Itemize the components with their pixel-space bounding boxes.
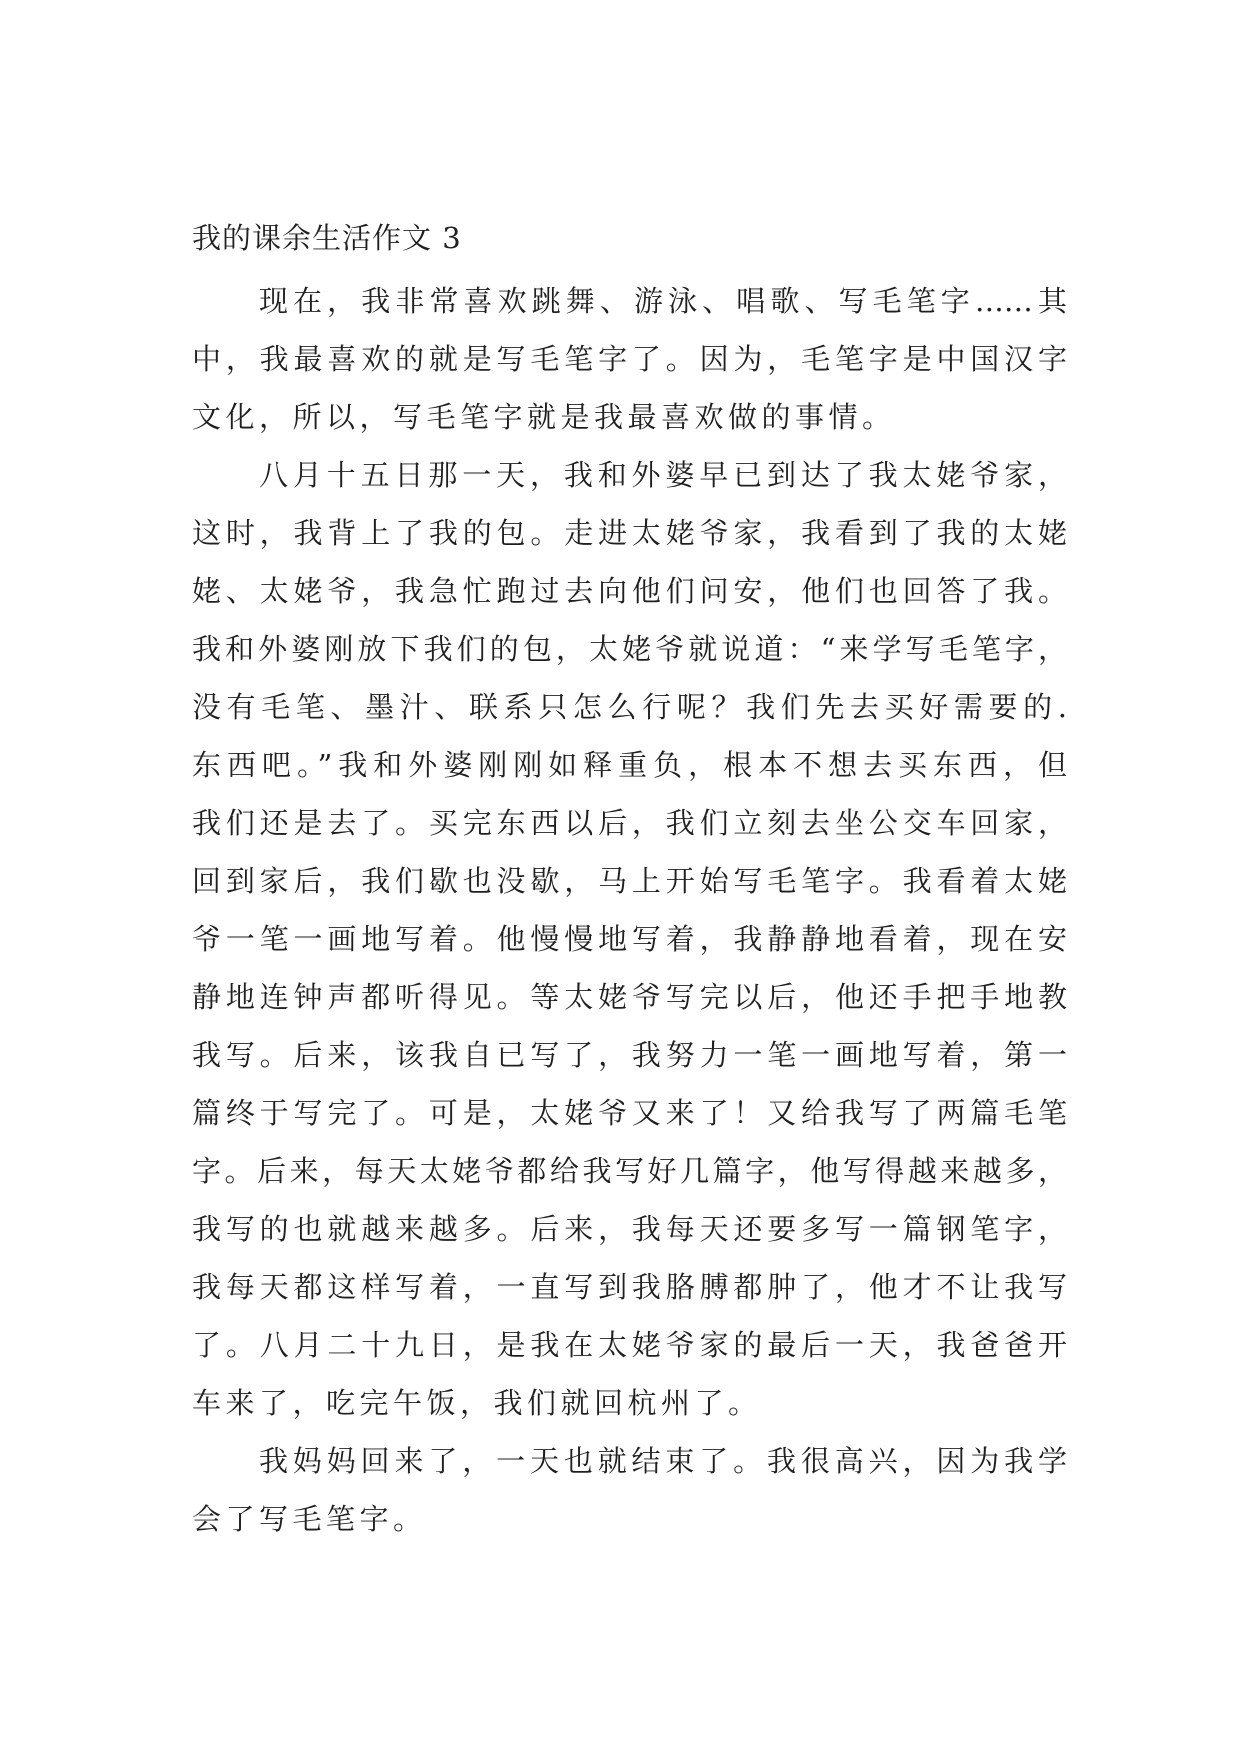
text-line: 中，我最喜欢的就是写毛笔字了。因为，毛笔字是中国汉字 (192, 342, 1067, 376)
document-title: 我的课余生活作文 3 (192, 221, 462, 255)
text-line: 东西吧。”我和外婆刚刚如释重负，根本不想去买东西，但 (192, 748, 1067, 782)
text-line: 篇终于写完了。可是，太姥爷又来了！又给我写了两篇毛笔 (192, 1096, 1067, 1130)
paragraph-2 (192, 446, 1067, 1432)
text-line: 回到家后，我们歇也没歇，马上开始写毛笔字。我看着太姥 (192, 864, 1067, 898)
text-line: 我写的也就越来越多。后来，我每天还要多写一篇钢笔字， (192, 1212, 1067, 1246)
text-line: 静地连钟声都听得见。等太姥爷写完以后，他还手把手地教 (192, 980, 1067, 1014)
paragraph-3 (192, 1432, 1067, 1548)
text-line: 字。后来，每天太姥爷都给我写好几篇字，他写得越来越多， (192, 1154, 1067, 1188)
text-line: 没有毛笔、墨汁、联系只怎么行呢？我们先去买好需要的. (192, 690, 1067, 724)
document-body (192, 209, 1067, 1548)
text-line: 姥、太姥爷，我急忙跑过去向他们问安，他们也回答了我。 (192, 574, 1067, 608)
text-line: 我妈妈回来了，一天也就结束了。我很高兴，因为我学 (259, 1444, 1067, 1478)
text-line: 我们还是去了。买完东西以后，我们立刻去坐公交车回家， (192, 806, 1067, 840)
text-line: 这时，我背上了我的包。走进太姥爷家，我看到了我的太姥 (192, 516, 1067, 550)
text-line: 车来了，吃完午饭，我们就回杭州了。 (192, 1386, 762, 1420)
text-line: 我每天都这样写着，一直写到我胳膊都肿了，他才不让我写 (192, 1270, 1067, 1304)
text-line: 会了写毛笔字。 (192, 1502, 427, 1536)
text-line: 八月十五日那一天，我和外婆早已到达了我太姥爷家， (259, 458, 1067, 492)
text-line: 文化，所以，写毛笔字就是我最喜欢做的事情。 (192, 400, 896, 434)
text-line: 现在，我非常喜欢跳舞、游泳、唱歌、写毛笔字……其 (259, 284, 1067, 318)
paragraph-1 (192, 272, 1067, 446)
text-line: 爷一笔一画地写着。他慢慢地写着，我静静地看着，现在安 (192, 922, 1067, 956)
text-line: 了。八月二十九日，是我在太姥爷家的最后一天，我爸爸开 (192, 1328, 1067, 1362)
text-line: 我和外婆刚放下我们的包，太姥爷就说道：“来学写毛笔字， (192, 632, 1067, 666)
text-line: 我写。后来，该我自已写了，我努力一笔一画地写着，第一 (192, 1038, 1067, 1072)
